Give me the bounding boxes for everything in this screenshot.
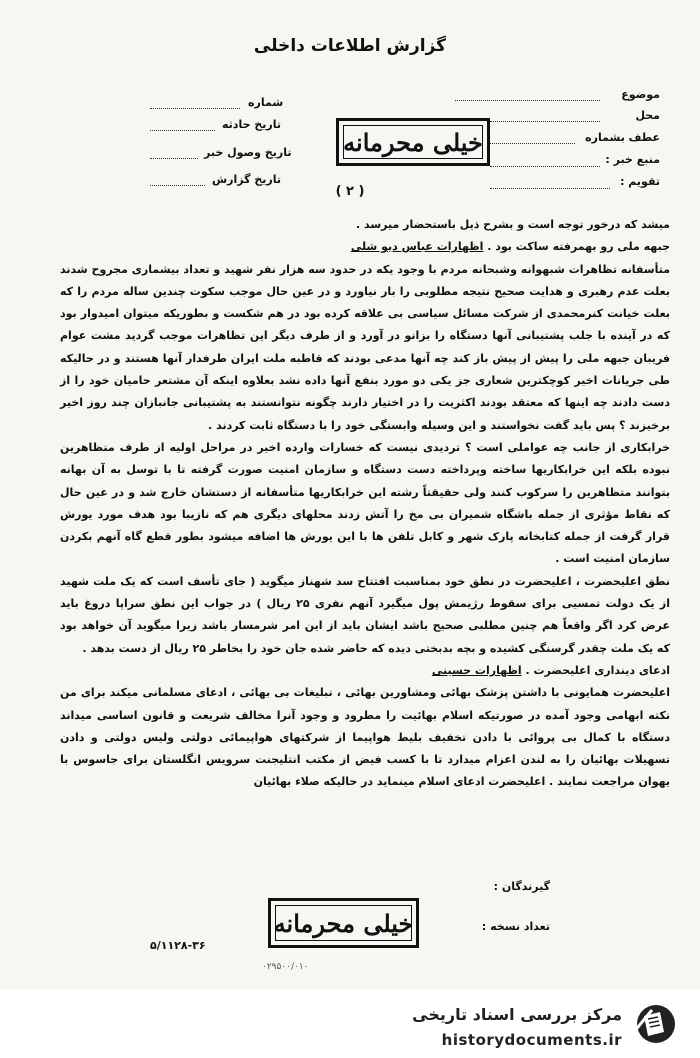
report-date-line [150, 185, 205, 186]
reference-label: عطف بشماره [585, 131, 660, 144]
subject-line [455, 100, 600, 101]
heading1-line [60, 236, 670, 258]
report-body [60, 214, 670, 794]
reference-line [490, 143, 575, 144]
heading2: اظهارات حسینی [431, 663, 522, 677]
page-number: ( ۲ ) [335, 184, 365, 199]
archive-url[interactable]: historydocuments.ir [441, 1031, 622, 1049]
place-label: محل [635, 109, 660, 122]
assessment-line [490, 188, 610, 189]
form-title: گزارش اطلاعات داخلی [253, 36, 447, 56]
stamp-text: خیلی محرمانه [343, 127, 483, 157]
report-date-label: تاریخ گزارش [212, 173, 282, 186]
paragraph-1: متأسفانه تظاهرات شبهوانه وشبحانه مردم با وجود یکه در حدود سه هزار نفر شهید و تعداد بیشماری مجروح شدند بعلت عدم رهبری و هدایت صحیح نتیجه مطلوبی را بار نیاورد و در عین حال موجب سکوت چندین ساله مردم را که بعلت خیانت کنرمحمدی از شرکت مسائل سیاسی بی علاقه کرده بود در هم شکست و بطوریکه میتوان امیدوار بود که در آینده با جلب پشتیبانی آنها دستگاه را بزانو در آورد و از طرف دیگر این تظاهرات موجب گردید مشت عوام فریبان جبهه ملی را پیش از پیش باز کند چه آنها مدعی بودند که قاطبه ملت ایران طرفدار آنها هستند و در حالیکه طی جریانات اخیر کوچکترین شعاری جز یکی دو مورد بنفع آنها داده نشد بعلاوه اینکه آن مشتعر حامیان خود را از دست دادند چه اینها که معتقد بودند اکثریت را در اختیار دارند چگونه نتوانستند به پشتیبانی جانبازان چند روز اخیر برخیزند ؟ پس باید گفت نخواستند و این وسیله وابستگی خود را با دستگاه ثابت کردند . [60, 262, 670, 432]
heading2-line [60, 660, 670, 682]
classification-stamp-top [336, 118, 490, 166]
receipt-date-label: تاریخ وصول خبر [204, 146, 292, 159]
incident-date-label: تاریخ حادثه [222, 118, 281, 131]
place-line [490, 121, 600, 122]
heading1-prefix: جبهه ملی رو بهمرفته ساکت بود . [487, 240, 670, 254]
paragraph-2: خرابکاری از جانب چه عواملی است ؟ تردیدی نیست که خسارات وارده اخیر در مراحل اولیه از طرف متظاهرین نبوده بلکه این خرابکاریها ساخته وپرداخته دست دستگاه و سازمان امنیت صورت گرفته تا با توسل به آن بهانه بتوانند متظاهرین را سرکوب کنند ولی حقیقتاً رشته این خرابکاریها متأسفانه از دستشان خارج شد و در عین حال که نقاط مؤثری از جمله باشگاه شمیران بی مخ را آتش زدند محلهای دیگری هم که نازیبا بود هدف مورد یورش قرار گرفت از جمله کتابخانه پارک شهر و کابل تلفن ها با این یورش ها اضافه میشود بطور قطع گاه آنهم بکردن سازمان امنیت است . [60, 440, 670, 566]
subject-label: موضوع [621, 88, 660, 101]
intro-line: میشد که درخور توجه است و بشرح ذیل باستحضار میرسد . [355, 218, 670, 231]
incident-date-line [150, 130, 215, 131]
number-line [150, 108, 240, 109]
source-label: منبع خبر : [605, 153, 660, 166]
copies-label: تعداد نسخه : [481, 920, 550, 933]
receipt-date-line [150, 158, 198, 159]
assessment-label: تقویم : [620, 175, 660, 188]
document-number: ۵/۱۱۲۸-۳۶ [150, 939, 206, 952]
archive-logo-icon [630, 1002, 678, 1046]
classification-stamp-bottom [268, 898, 419, 948]
paragraph-5: اعلیحضرت همایونی با داشتن پزشک بهائی ومشاورین بهائی ، تبلیغات بی بهائی ، ادعای مسلمانی میکند برای من نکته ابهامی وجود آمده در صورتیکه اسلام بهائیت را مطرود و وجود آنرا مخالف شریعت و قانون اساسی میداند دستگاه با کمال بی پروائی با دادن تخفیف بلیط هواپیما از شرکتهای هواپیمائی دولتی ولیس دولتی و دادن تسهیلات بهائیان را به لندن اعزام میدارد تا با کسب فیض از مکتب انتلیجنت سرویس انگلستان برای جاسوس با یهوان مراجعت نمایند . اعلیحضرت ادعای اسلام مینماید در حالیکه صلاء بهائیان [60, 686, 670, 789]
print-code: ۰۲۹۵۰۰/۰۱۰ [262, 962, 309, 972]
paragraph-3: نطق اعلیحضرت ، اعلیحضرت در نطق خود بمناسبت افتتاح سد شهناز میگوید ( جای تأسف است که یک ملت شهید از یک دولت تمسیی برای سقوط رژیمش پول میگیرد آنهم نفری ۲۵ ریال ) در جواب این نطق سراپا دروغ باید عرض کرد اگر واقعاً هم چنین مطلبی صحیح باشد ایشان باید از این امر شرمسار باشد زیرا میگوید آن خواهد بود که یک ملت چقدر گرسنگی کشیده و بچه بدبختی دیده که حاضر شده جان خود را بخاطر ۲۵ ریال از دست بدهد . [60, 574, 670, 655]
heading1: اظهارات عباس دیو شلی [350, 240, 484, 254]
number-label: شماره [248, 96, 284, 109]
archive-name: مرکز بررسی اسناد تاریخی [412, 1005, 622, 1024]
recipients-label: گیرندگان : [493, 880, 550, 893]
stamp-text-bottom: خیلی محرمانه [273, 908, 414, 938]
paragraph-4: ادعای دینداری اعلیحضرت . [525, 663, 670, 677]
source-line [490, 166, 600, 167]
